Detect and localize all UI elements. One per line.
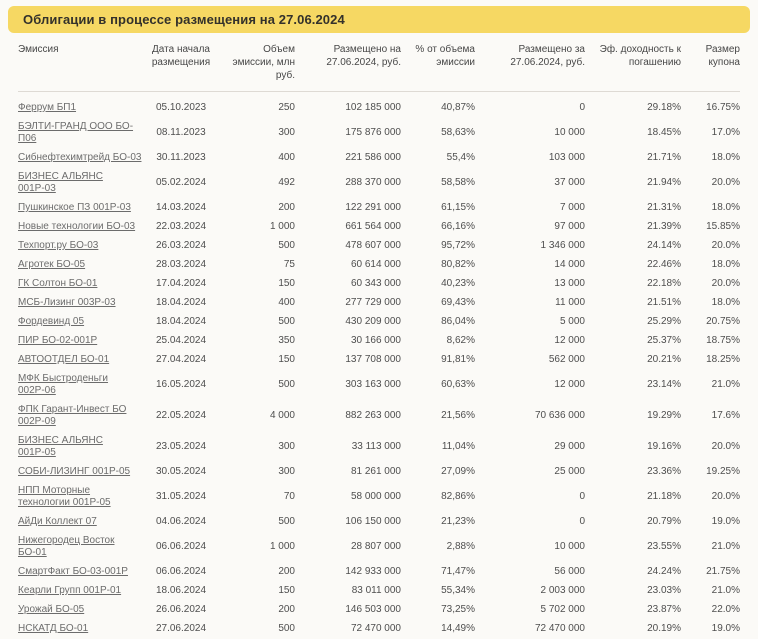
placed-day-cell: 12 000	[554, 335, 585, 346]
volume-cell: 4 000	[269, 410, 295, 421]
placed-day-cell: 72 470 000	[534, 623, 585, 634]
emission-name-cell	[18, 118, 143, 149]
placed-day-cell: 11 000	[555, 297, 585, 308]
coupon-cell: 20.0%	[711, 177, 740, 188]
placed-day-cell: 97 000	[554, 221, 585, 232]
coupon-cell: 16.75%	[706, 102, 740, 113]
emission-name-cell	[18, 237, 143, 256]
pct-of-volume-cell: 27,09%	[441, 466, 475, 477]
yield-cell: 23.03%	[647, 585, 681, 596]
emission-name-cell	[18, 463, 143, 482]
pct-of-volume-cell: 21,23%	[441, 516, 475, 527]
coupon-cell: 20.0%	[711, 441, 740, 452]
coupon-cell: 19.25%	[706, 466, 740, 477]
emission-link[interactable]: СОБИ-ЛИЗИНГ 001Р-05	[18, 466, 131, 477]
volume-cell: 500	[278, 516, 295, 527]
placed-total-cell: 277 729 000	[345, 297, 401, 308]
emission-name-cell	[18, 601, 143, 620]
emission-name-cell	[18, 92, 143, 118]
placed-total-cell: 60 343 000	[350, 278, 401, 289]
table-row	[18, 351, 740, 370]
volume-cell: 500	[278, 240, 295, 251]
emission-link[interactable]: МСБ-Лизинг 003Р-03	[18, 297, 116, 308]
volume-cell: 1 000	[269, 221, 295, 232]
placed-day-cell: 562 000	[548, 354, 585, 365]
bonds-table-header	[18, 41, 740, 92]
start-date-cell: 23.05.2024	[155, 441, 207, 452]
coupon-cell: 20.75%	[706, 316, 740, 327]
emission-name-cell	[18, 313, 143, 332]
emission-name-cell	[18, 563, 143, 582]
emission-link[interactable]: Фордевинд 05	[18, 316, 85, 327]
volume-cell: 500	[278, 316, 295, 327]
yield-cell: 23.55%	[647, 541, 681, 552]
start-date-cell: 17.04.2024	[155, 278, 207, 289]
yield-cell: 22.18%	[647, 278, 681, 289]
start-date-cell: 14.03.2024	[155, 202, 207, 213]
start-date-cell: 06.06.2024	[155, 566, 207, 577]
pct-of-volume-cell: 21,56%	[441, 410, 475, 421]
yield-cell: 21.71%	[647, 152, 681, 163]
coupon-cell: 19.0%	[711, 516, 740, 527]
coupon-cell: 18.25%	[706, 354, 740, 365]
table-row	[18, 256, 740, 275]
placed-total-cell: 137 708 000	[345, 354, 401, 365]
start-date-cell: 27.06.2024	[155, 623, 207, 634]
pct-of-volume-cell: 86,04%	[441, 316, 475, 327]
column-header-placed-total: Размещено на 27.06.2024, руб.	[295, 41, 401, 92]
emission-link[interactable]: Техпорт.ру БО-03	[18, 240, 99, 251]
table-row	[18, 463, 740, 482]
yield-cell: 29.18%	[647, 102, 681, 113]
volume-cell: 300	[278, 441, 295, 452]
start-date-cell: 06.06.2024	[155, 541, 207, 552]
placed-day-cell: 13 000	[554, 278, 585, 289]
volume-cell: 300	[278, 127, 295, 138]
pct-of-volume-cell: 95,72%	[441, 240, 475, 251]
pct-of-volume-cell: 80,82%	[441, 259, 475, 270]
table-row	[18, 313, 740, 332]
emission-link[interactable]: НПП Моторные технологии 001Р-05	[18, 485, 111, 508]
table-row	[18, 601, 740, 620]
start-date-cell: 26.06.2024	[155, 604, 207, 615]
coupon-cell: 20.0%	[711, 491, 740, 502]
table-row	[18, 563, 740, 582]
emission-name-cell	[18, 401, 143, 432]
pct-of-volume-cell: 2,88%	[446, 541, 475, 552]
column-header-pct-of-volume: % от объема эмиссии	[401, 41, 475, 92]
yield-cell: 21.31%	[647, 202, 681, 213]
table-row	[18, 275, 740, 294]
emission-link[interactable]: АйДи Коллект 07	[18, 516, 97, 527]
column-header-volume: Объем эмиссии, млн руб.	[219, 41, 295, 92]
volume-cell: 350	[278, 335, 295, 346]
coupon-cell: 18.75%	[706, 335, 740, 346]
page-title: Облигации в процессе размещения на 27.06.2024	[23, 12, 345, 27]
start-date-cell: 04.06.2024	[155, 516, 207, 527]
emission-link[interactable]: Урожай БО-05	[18, 604, 85, 615]
placed-day-cell: 103 000	[548, 152, 585, 163]
placed-total-cell: 72 470 000	[350, 623, 401, 634]
volume-cell: 200	[278, 202, 295, 213]
placed-total-cell: 106 150 000	[345, 516, 401, 527]
coupon-cell: 21.0%	[711, 379, 740, 390]
start-date-cell: 18.04.2024	[155, 297, 207, 308]
table-row	[18, 118, 740, 149]
emission-link[interactable]: Агротек БО-05	[18, 259, 86, 270]
emission-link[interactable]: Сибнефтехимтрейд БО-03	[18, 152, 142, 163]
emission-link[interactable]: БИЗНЕС АЛЬЯНС 001Р-03	[18, 171, 103, 194]
coupon-cell: 18.0%	[711, 259, 740, 270]
pct-of-volume-cell: 14,49%	[441, 623, 475, 634]
emission-name-cell	[18, 275, 143, 294]
volume-cell: 400	[278, 297, 295, 308]
yield-cell: 22.46%	[647, 259, 681, 270]
table-row	[18, 532, 740, 563]
placed-total-cell: 28 807 000	[350, 541, 401, 552]
start-date-cell: 25.04.2024	[155, 335, 207, 346]
placed-day-cell: 29 000	[554, 441, 585, 452]
start-date-cell: 16.05.2024	[155, 379, 207, 390]
placed-day-cell: 37 000	[554, 177, 585, 188]
emission-name-cell	[18, 168, 143, 199]
emission-link[interactable]: МФК Быстроденьги 002Р-06	[18, 373, 109, 396]
placed-total-cell: 33 113 000	[351, 441, 401, 452]
volume-cell: 150	[278, 585, 295, 596]
placed-day-cell: 10 000	[554, 127, 585, 138]
table-row	[18, 432, 740, 463]
yield-cell: 25.29%	[647, 316, 681, 327]
table-row	[18, 370, 740, 401]
emission-name-cell	[18, 532, 143, 563]
start-date-cell: 28.03.2024	[155, 259, 207, 270]
placed-total-cell: 30 166 000	[350, 335, 401, 346]
coupon-cell: 17.0%	[711, 127, 740, 138]
yield-cell: 21.51%	[647, 297, 681, 308]
column-header-coupon: Размер купона	[681, 41, 740, 92]
placed-total-cell: 122 291 000	[345, 202, 401, 213]
pct-of-volume-cell: 58,63%	[441, 127, 475, 138]
emission-name-cell	[18, 582, 143, 601]
placed-total-cell: 430 209 000	[345, 316, 401, 327]
volume-cell: 492	[278, 177, 295, 188]
table-row	[18, 149, 740, 168]
placed-total-cell: 60 614 000	[350, 259, 401, 270]
placed-total-cell: 882 263 000	[345, 410, 401, 421]
placed-total-cell: 661 564 000	[345, 221, 401, 232]
yield-cell: 19.29%	[647, 410, 681, 421]
emission-name-cell	[18, 513, 143, 532]
placed-total-cell: 81 261 000	[350, 466, 401, 477]
start-date-cell: 05.02.2024	[155, 177, 207, 188]
title-bar	[8, 6, 750, 33]
emission-link[interactable]: Феррум БП1	[18, 102, 77, 113]
coupon-cell: 18.0%	[711, 297, 740, 308]
start-date-cell: 30.05.2024	[155, 466, 207, 477]
placed-total-cell: 478 607 000	[345, 240, 401, 251]
coupon-cell: 18.0%	[711, 202, 740, 213]
start-date-cell: 18.06.2024	[155, 585, 207, 596]
start-date-cell: 27.04.2024	[155, 354, 207, 365]
pct-of-volume-cell: 69,43%	[441, 297, 475, 308]
bonds-table-body	[18, 92, 740, 639]
coupon-cell: 18.0%	[711, 152, 740, 163]
start-date-cell: 26.03.2024	[155, 240, 207, 251]
emission-link[interactable]: АВТООТДЕЛ БО-01	[18, 354, 110, 365]
yield-cell: 20.21%	[647, 354, 681, 365]
table-row	[18, 620, 740, 639]
emission-name-cell	[18, 620, 143, 639]
placed-day-cell: 56 000	[554, 566, 585, 577]
coupon-cell: 21.0%	[711, 541, 740, 552]
table-row	[18, 237, 740, 256]
pct-of-volume-cell: 66,16%	[441, 221, 475, 232]
emission-name-cell	[18, 218, 143, 237]
emission-link[interactable]: ФПК Гарант-Инвест БО 002Р-09	[18, 404, 127, 427]
volume-cell: 150	[278, 278, 295, 289]
pct-of-volume-cell: 40,87%	[441, 102, 475, 113]
emission-name-cell	[18, 370, 143, 401]
start-date-cell: 18.04.2024	[155, 316, 207, 327]
pct-of-volume-cell: 73,25%	[441, 604, 475, 615]
table-row	[18, 92, 740, 118]
emission-name-cell	[18, 482, 143, 513]
table-row	[18, 582, 740, 601]
table-row	[18, 168, 740, 199]
emission-name-cell	[18, 256, 143, 275]
pct-of-volume-cell: 71,47%	[441, 566, 475, 577]
placed-total-cell: 102 185 000	[345, 102, 401, 113]
emission-link[interactable]: Новые технологии БО-03	[18, 221, 136, 232]
yield-cell: 21.39%	[647, 221, 681, 232]
emission-link[interactable]: Кеарли Групп 001Р-01	[18, 585, 122, 596]
emission-link[interactable]: ГК Солтон БО-01	[18, 278, 98, 289]
emission-link[interactable]: Нижегородец Восток БО-01	[18, 535, 115, 558]
placed-day-cell: 70 636 000	[534, 410, 585, 421]
table-row	[18, 294, 740, 313]
volume-cell: 75	[283, 259, 295, 270]
volume-cell: 1 000	[269, 541, 295, 552]
emission-name-cell	[18, 149, 143, 168]
placed-total-cell: 288 370 000	[345, 177, 401, 188]
table-row	[18, 199, 740, 218]
yield-cell: 19.16%	[647, 441, 681, 452]
column-header-yield: Эф. доходность к погашению	[585, 41, 681, 92]
placed-day-cell: 5 702 000	[540, 604, 585, 615]
placed-total-cell: 175 876 000	[345, 127, 401, 138]
emission-link[interactable]: БИЗНЕС АЛЬЯНС 001Р-05	[18, 435, 103, 458]
yield-cell: 23.36%	[647, 466, 681, 477]
pct-of-volume-cell: 55,4%	[446, 152, 475, 163]
placed-day-cell: 7 000	[559, 202, 585, 213]
table-row	[18, 218, 740, 237]
column-header-start-date: Дата начала размещения	[143, 41, 219, 92]
column-header-emission: Эмиссия	[18, 41, 143, 92]
start-date-cell: 22.05.2024	[155, 410, 207, 421]
volume-cell: 250	[278, 102, 295, 113]
coupon-cell: 15.85%	[706, 221, 740, 232]
coupon-cell: 17.6%	[711, 410, 740, 421]
placed-day-cell: 2 003 000	[540, 585, 585, 596]
placed-day-cell: 1 346 000	[540, 240, 585, 251]
emission-link[interactable]: БЭЛТИ-ГРАНД ООО БО-П06	[18, 121, 134, 144]
pct-of-volume-cell: 11,04%	[441, 441, 475, 452]
table-row	[18, 513, 740, 532]
pct-of-volume-cell: 60,63%	[441, 379, 475, 390]
yield-cell: 24.14%	[647, 240, 681, 251]
pct-of-volume-cell: 8,62%	[446, 335, 475, 346]
pct-of-volume-cell: 40,23%	[441, 278, 475, 289]
coupon-cell: 20.0%	[711, 278, 740, 289]
coupon-cell: 19.0%	[711, 623, 740, 634]
placed-total-cell: 142 933 000	[345, 566, 401, 577]
pct-of-volume-cell: 61,15%	[441, 202, 475, 213]
start-date-cell: 30.11.2023	[156, 152, 206, 163]
volume-cell: 150	[278, 354, 295, 365]
placed-total-cell: 303 163 000	[345, 379, 401, 390]
volume-cell: 200	[278, 566, 295, 577]
yield-cell: 20.19%	[647, 623, 681, 634]
yield-cell: 24.24%	[647, 566, 681, 577]
emission-link[interactable]: ПИР БО-02-001Р	[18, 335, 98, 346]
placed-total-cell: 221 586 000	[345, 152, 401, 163]
yield-cell: 23.87%	[647, 604, 681, 615]
yield-cell: 25.37%	[647, 335, 681, 346]
table-row	[18, 482, 740, 513]
table-row	[18, 401, 740, 432]
table-row	[18, 332, 740, 351]
start-date-cell: 22.03.2024	[155, 221, 207, 232]
placed-day-cell: 0	[579, 491, 585, 502]
emission-name-cell	[18, 294, 143, 313]
start-date-cell: 31.05.2024	[155, 491, 207, 502]
header-row	[18, 41, 740, 92]
placed-day-cell: 12 000	[554, 379, 585, 390]
emission-name-cell	[18, 332, 143, 351]
emission-link[interactable]: СмартФакт БО-03-001Р	[18, 566, 128, 577]
pct-of-volume-cell: 91,81%	[441, 354, 475, 365]
volume-cell: 300	[278, 466, 295, 477]
pct-of-volume-cell: 55,34%	[441, 585, 475, 596]
placed-day-cell: 0	[579, 102, 585, 113]
placed-total-cell: 83 011 000	[351, 585, 401, 596]
placed-day-cell: 0	[579, 516, 585, 527]
emission-name-cell	[18, 351, 143, 370]
emission-link[interactable]: НСКАТД БО-01	[18, 623, 89, 634]
yield-cell: 21.94%	[647, 177, 681, 188]
volume-cell: 400	[278, 152, 295, 163]
emission-name-cell	[18, 432, 143, 463]
pct-of-volume-cell: 58,58%	[441, 177, 475, 188]
volume-cell: 500	[278, 623, 295, 634]
yield-cell: 21.18%	[647, 491, 681, 502]
volume-cell: 500	[278, 379, 295, 390]
placed-day-cell: 10 000	[554, 541, 585, 552]
placed-day-cell: 25 000	[554, 466, 585, 477]
bonds-table	[18, 41, 740, 639]
start-date-cell: 08.11.2023	[156, 127, 206, 138]
placed-day-cell: 5 000	[559, 316, 585, 327]
emission-name-cell	[18, 199, 143, 218]
coupon-cell: 22.0%	[711, 604, 740, 615]
yield-cell: 23.14%	[647, 379, 681, 390]
yield-cell: 18.45%	[647, 127, 681, 138]
placed-total-cell: 58 000 000	[350, 491, 401, 502]
placed-day-cell: 14 000	[554, 259, 585, 270]
coupon-cell: 20.0%	[711, 240, 740, 251]
column-header-placed-day: Размещено за 27.06.2024, руб.	[475, 41, 585, 92]
start-date-cell: 05.10.2023	[155, 102, 207, 113]
coupon-cell: 21.0%	[711, 585, 740, 596]
yield-cell: 20.79%	[647, 516, 681, 527]
volume-cell: 200	[278, 604, 295, 615]
pct-of-volume-cell: 82,86%	[441, 491, 475, 502]
emission-link[interactable]: Пушкинское ПЗ 001Р-03	[18, 202, 131, 213]
placed-total-cell: 146 503 000	[345, 604, 401, 615]
coupon-cell: 21.75%	[706, 566, 740, 577]
volume-cell: 70	[283, 491, 295, 502]
